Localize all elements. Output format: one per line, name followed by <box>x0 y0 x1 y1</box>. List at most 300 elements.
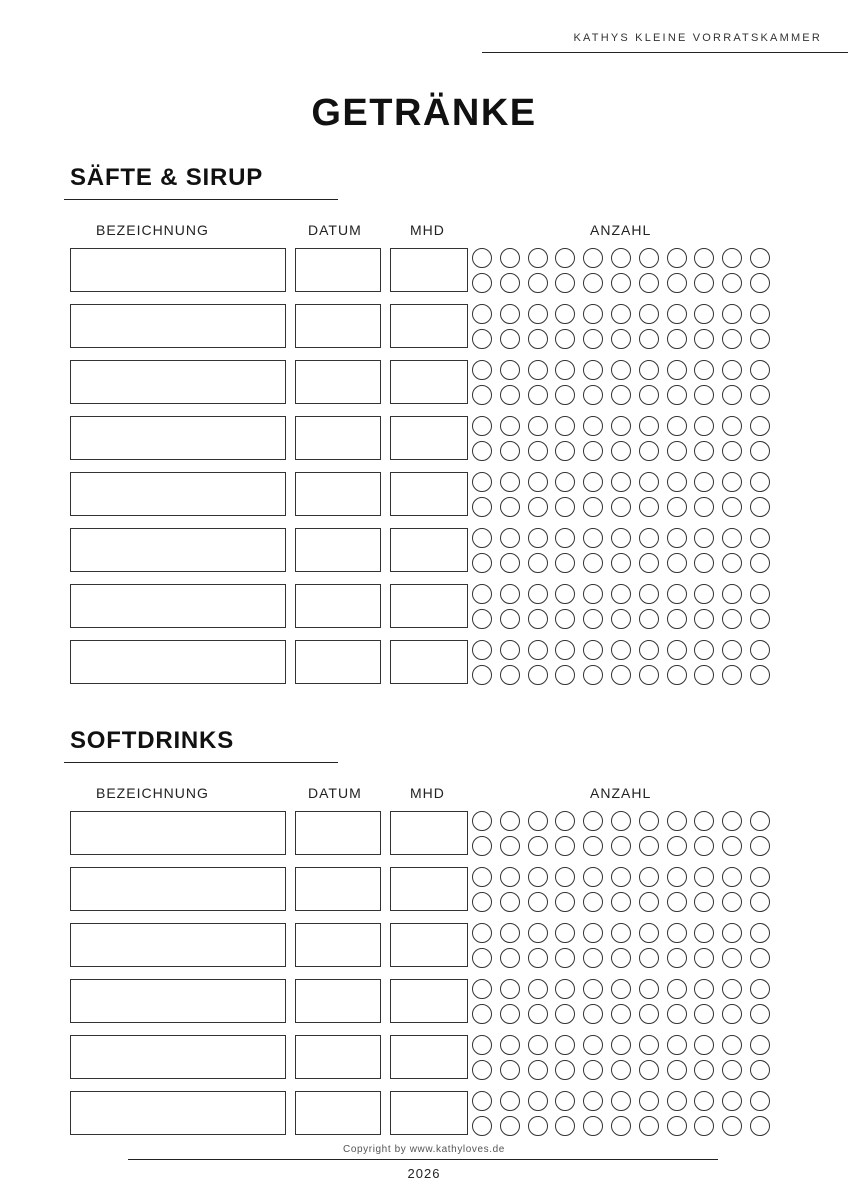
tally-circle[interactable] <box>583 640 603 660</box>
tally-circle[interactable] <box>750 584 770 604</box>
tally-circle[interactable] <box>555 892 575 912</box>
tally-circle[interactable] <box>528 979 548 999</box>
tally-circle[interactable] <box>639 528 659 548</box>
tally-circle[interactable] <box>667 609 687 629</box>
tally-circle[interactable] <box>639 1060 659 1080</box>
tally-circle[interactable] <box>750 528 770 548</box>
tally-circle[interactable] <box>722 329 742 349</box>
tally-circle[interactable] <box>611 1116 631 1136</box>
tally-circle[interactable] <box>694 948 714 968</box>
tally-circle[interactable] <box>528 923 548 943</box>
tally-circle[interactable] <box>611 867 631 887</box>
tally-circle[interactable] <box>472 1091 492 1111</box>
tally-circle[interactable] <box>555 1116 575 1136</box>
tally-circle[interactable] <box>500 811 520 831</box>
tally-circle[interactable] <box>722 892 742 912</box>
tally-circle[interactable] <box>472 892 492 912</box>
tally-circle[interactable] <box>472 1035 492 1055</box>
mhd-field[interactable] <box>390 867 468 911</box>
tally-circle[interactable] <box>472 553 492 573</box>
tally-circle[interactable] <box>611 528 631 548</box>
tally-circle[interactable] <box>694 1116 714 1136</box>
tally-circle[interactable] <box>500 640 520 660</box>
tally-circle[interactable] <box>722 304 742 324</box>
tally-circle[interactable] <box>583 528 603 548</box>
tally-circle[interactable] <box>639 248 659 268</box>
tally-circle[interactable] <box>500 948 520 968</box>
tally-circle[interactable] <box>583 584 603 604</box>
tally-circle[interactable] <box>500 441 520 461</box>
tally-circle[interactable] <box>750 1004 770 1024</box>
tally-circle[interactable] <box>528 553 548 573</box>
tally-circle[interactable] <box>694 329 714 349</box>
tally-circle[interactable] <box>500 273 520 293</box>
tally-circle[interactable] <box>667 811 687 831</box>
tally-circle[interactable] <box>472 273 492 293</box>
tally-circle[interactable] <box>500 360 520 380</box>
tally-circle[interactable] <box>722 1004 742 1024</box>
tally-circle[interactable] <box>750 892 770 912</box>
tally-circle[interactable] <box>583 979 603 999</box>
tally-circle[interactable] <box>528 640 548 660</box>
tally-circle[interactable] <box>583 1116 603 1136</box>
tally-circle[interactable] <box>528 1035 548 1055</box>
tally-circle[interactable] <box>555 923 575 943</box>
tally-circle[interactable] <box>667 948 687 968</box>
tally-circle[interactable] <box>500 472 520 492</box>
bezeichnung-field[interactable] <box>70 1091 286 1135</box>
tally-circle[interactable] <box>611 385 631 405</box>
tally-circle[interactable] <box>500 665 520 685</box>
tally-circle[interactable] <box>472 665 492 685</box>
tally-circle[interactable] <box>500 1060 520 1080</box>
tally-circle[interactable] <box>500 553 520 573</box>
tally-circle[interactable] <box>750 360 770 380</box>
tally-circle[interactable] <box>667 528 687 548</box>
mhd-field[interactable] <box>390 811 468 855</box>
tally-circle[interactable] <box>639 441 659 461</box>
tally-circle[interactable] <box>555 528 575 548</box>
tally-circle[interactable] <box>583 248 603 268</box>
tally-circle[interactable] <box>750 248 770 268</box>
tally-circle[interactable] <box>722 472 742 492</box>
tally-circle[interactable] <box>528 811 548 831</box>
tally-circle[interactable] <box>667 273 687 293</box>
tally-circle[interactable] <box>750 1060 770 1080</box>
tally-circle[interactable] <box>667 472 687 492</box>
tally-circle[interactable] <box>555 553 575 573</box>
tally-circle[interactable] <box>611 584 631 604</box>
tally-circle[interactable] <box>583 948 603 968</box>
tally-circle[interactable] <box>694 497 714 517</box>
bezeichnung-field[interactable] <box>70 248 286 292</box>
tally-circle[interactable] <box>583 1035 603 1055</box>
tally-circle[interactable] <box>500 528 520 548</box>
tally-circle[interactable] <box>694 1091 714 1111</box>
tally-circle[interactable] <box>667 1004 687 1024</box>
tally-circle[interactable] <box>750 385 770 405</box>
tally-circle[interactable] <box>639 1091 659 1111</box>
tally-circle[interactable] <box>583 665 603 685</box>
tally-circle[interactable] <box>694 609 714 629</box>
tally-circle[interactable] <box>667 1091 687 1111</box>
bezeichnung-field[interactable] <box>70 304 286 348</box>
tally-circle[interactable] <box>611 609 631 629</box>
bezeichnung-field[interactable] <box>70 360 286 404</box>
tally-circle[interactable] <box>639 385 659 405</box>
tally-circle[interactable] <box>667 553 687 573</box>
tally-circle[interactable] <box>639 867 659 887</box>
tally-circle[interactable] <box>583 923 603 943</box>
tally-circle[interactable] <box>555 360 575 380</box>
tally-circle[interactable] <box>639 416 659 436</box>
tally-circle[interactable] <box>639 553 659 573</box>
tally-circle[interactable] <box>555 584 575 604</box>
tally-circle[interactable] <box>639 892 659 912</box>
tally-circle[interactable] <box>528 892 548 912</box>
tally-circle[interactable] <box>555 1004 575 1024</box>
tally-circle[interactable] <box>722 248 742 268</box>
tally-circle[interactable] <box>528 248 548 268</box>
bezeichnung-field[interactable] <box>70 867 286 911</box>
tally-circle[interactable] <box>611 1004 631 1024</box>
tally-circle[interactable] <box>528 304 548 324</box>
tally-circle[interactable] <box>722 360 742 380</box>
tally-circle[interactable] <box>639 273 659 293</box>
tally-circle[interactable] <box>528 528 548 548</box>
tally-circle[interactable] <box>694 416 714 436</box>
tally-circle[interactable] <box>722 528 742 548</box>
tally-circle[interactable] <box>722 979 742 999</box>
tally-circle[interactable] <box>472 1116 492 1136</box>
tally-circle[interactable] <box>639 329 659 349</box>
tally-circle[interactable] <box>500 385 520 405</box>
tally-circle[interactable] <box>500 979 520 999</box>
tally-circle[interactable] <box>750 497 770 517</box>
tally-circle[interactable] <box>583 553 603 573</box>
tally-circle[interactable] <box>555 329 575 349</box>
tally-circle[interactable] <box>500 1004 520 1024</box>
tally-circle[interactable] <box>472 923 492 943</box>
tally-circle[interactable] <box>667 385 687 405</box>
tally-circle[interactable] <box>722 584 742 604</box>
tally-circle[interactable] <box>555 304 575 324</box>
tally-circle[interactable] <box>639 836 659 856</box>
tally-circle[interactable] <box>667 1035 687 1055</box>
tally-circle[interactable] <box>583 304 603 324</box>
bezeichnung-field[interactable] <box>70 584 286 628</box>
tally-circle[interactable] <box>528 948 548 968</box>
tally-circle[interactable] <box>667 836 687 856</box>
tally-circle[interactable] <box>750 640 770 660</box>
tally-circle[interactable] <box>528 1060 548 1080</box>
tally-circle[interactable] <box>583 329 603 349</box>
tally-circle[interactable] <box>555 472 575 492</box>
mhd-field[interactable] <box>390 248 468 292</box>
tally-circle[interactable] <box>667 304 687 324</box>
mhd-field[interactable] <box>390 1035 468 1079</box>
tally-circle[interactable] <box>694 836 714 856</box>
tally-circle[interactable] <box>694 273 714 293</box>
tally-circle[interactable] <box>639 360 659 380</box>
mhd-field[interactable] <box>390 640 468 684</box>
tally-circle[interactable] <box>528 1091 548 1111</box>
tally-circle[interactable] <box>555 948 575 968</box>
tally-circle[interactable] <box>722 273 742 293</box>
tally-circle[interactable] <box>583 416 603 436</box>
tally-circle[interactable] <box>528 497 548 517</box>
tally-circle[interactable] <box>694 1060 714 1080</box>
tally-circle[interactable] <box>528 584 548 604</box>
tally-circle[interactable] <box>750 665 770 685</box>
tally-circle[interactable] <box>694 304 714 324</box>
tally-circle[interactable] <box>611 472 631 492</box>
bezeichnung-field[interactable] <box>70 1035 286 1079</box>
tally-circle[interactable] <box>694 584 714 604</box>
mhd-field[interactable] <box>390 584 468 628</box>
tally-circle[interactable] <box>611 248 631 268</box>
tally-circle[interactable] <box>722 867 742 887</box>
tally-circle[interactable] <box>528 609 548 629</box>
tally-circle[interactable] <box>472 1004 492 1024</box>
tally-circle[interactable] <box>694 923 714 943</box>
tally-circle[interactable] <box>611 304 631 324</box>
tally-circle[interactable] <box>667 665 687 685</box>
tally-circle[interactable] <box>472 416 492 436</box>
tally-circle[interactable] <box>555 665 575 685</box>
datum-field[interactable] <box>295 923 381 967</box>
datum-field[interactable] <box>295 811 381 855</box>
mhd-field[interactable] <box>390 416 468 460</box>
datum-field[interactable] <box>295 360 381 404</box>
tally-circle[interactable] <box>555 867 575 887</box>
tally-circle[interactable] <box>750 979 770 999</box>
datum-field[interactable] <box>295 1035 381 1079</box>
datum-field[interactable] <box>295 528 381 572</box>
tally-circle[interactable] <box>500 416 520 436</box>
tally-circle[interactable] <box>528 472 548 492</box>
tally-circle[interactable] <box>750 836 770 856</box>
tally-circle[interactable] <box>722 640 742 660</box>
tally-circle[interactable] <box>583 360 603 380</box>
tally-circle[interactable] <box>528 836 548 856</box>
tally-circle[interactable] <box>555 416 575 436</box>
tally-circle[interactable] <box>722 665 742 685</box>
tally-circle[interactable] <box>611 553 631 573</box>
tally-circle[interactable] <box>472 836 492 856</box>
mhd-field[interactable] <box>390 979 468 1023</box>
tally-circle[interactable] <box>500 836 520 856</box>
tally-circle[interactable] <box>694 640 714 660</box>
bezeichnung-field[interactable] <box>70 811 286 855</box>
tally-circle[interactable] <box>472 528 492 548</box>
tally-circle[interactable] <box>611 665 631 685</box>
tally-circle[interactable] <box>500 892 520 912</box>
tally-circle[interactable] <box>611 273 631 293</box>
tally-circle[interactable] <box>750 441 770 461</box>
tally-circle[interactable] <box>500 304 520 324</box>
tally-circle[interactable] <box>611 836 631 856</box>
bezeichnung-field[interactable] <box>70 528 286 572</box>
tally-circle[interactable] <box>750 811 770 831</box>
tally-circle[interactable] <box>555 811 575 831</box>
tally-circle[interactable] <box>611 1060 631 1080</box>
tally-circle[interactable] <box>694 553 714 573</box>
tally-circle[interactable] <box>583 892 603 912</box>
tally-circle[interactable] <box>750 923 770 943</box>
tally-circle[interactable] <box>555 248 575 268</box>
tally-circle[interactable] <box>528 385 548 405</box>
tally-circle[interactable] <box>583 441 603 461</box>
tally-circle[interactable] <box>639 979 659 999</box>
tally-circle[interactable] <box>555 836 575 856</box>
tally-circle[interactable] <box>472 304 492 324</box>
tally-circle[interactable] <box>472 360 492 380</box>
tally-circle[interactable] <box>694 360 714 380</box>
tally-circle[interactable] <box>639 472 659 492</box>
tally-circle[interactable] <box>750 553 770 573</box>
tally-circle[interactable] <box>472 329 492 349</box>
tally-circle[interactable] <box>528 665 548 685</box>
tally-circle[interactable] <box>472 609 492 629</box>
mhd-field[interactable] <box>390 923 468 967</box>
tally-circle[interactable] <box>750 609 770 629</box>
tally-circle[interactable] <box>611 923 631 943</box>
tally-circle[interactable] <box>583 609 603 629</box>
tally-circle[interactable] <box>583 472 603 492</box>
datum-field[interactable] <box>295 472 381 516</box>
tally-circle[interactable] <box>694 385 714 405</box>
tally-circle[interactable] <box>583 867 603 887</box>
tally-circle[interactable] <box>722 416 742 436</box>
tally-circle[interactable] <box>750 273 770 293</box>
tally-circle[interactable] <box>694 1004 714 1024</box>
tally-circle[interactable] <box>528 867 548 887</box>
tally-circle[interactable] <box>639 811 659 831</box>
tally-circle[interactable] <box>750 416 770 436</box>
tally-circle[interactable] <box>472 584 492 604</box>
tally-circle[interactable] <box>639 1004 659 1024</box>
tally-circle[interactable] <box>472 385 492 405</box>
tally-circle[interactable] <box>611 329 631 349</box>
tally-circle[interactable] <box>611 441 631 461</box>
tally-circle[interactable] <box>694 1035 714 1055</box>
tally-circle[interactable] <box>583 836 603 856</box>
tally-circle[interactable] <box>472 497 492 517</box>
tally-circle[interactable] <box>667 892 687 912</box>
tally-circle[interactable] <box>555 1091 575 1111</box>
tally-circle[interactable] <box>528 441 548 461</box>
tally-circle[interactable] <box>555 441 575 461</box>
tally-circle[interactable] <box>667 1060 687 1080</box>
tally-circle[interactable] <box>667 416 687 436</box>
tally-circle[interactable] <box>639 948 659 968</box>
tally-circle[interactable] <box>639 640 659 660</box>
tally-circle[interactable] <box>500 923 520 943</box>
tally-circle[interactable] <box>555 979 575 999</box>
tally-circle[interactable] <box>472 948 492 968</box>
tally-circle[interactable] <box>667 640 687 660</box>
bezeichnung-field[interactable] <box>70 923 286 967</box>
mhd-field[interactable] <box>390 360 468 404</box>
tally-circle[interactable] <box>750 1091 770 1111</box>
tally-circle[interactable] <box>500 867 520 887</box>
tally-circle[interactable] <box>472 1060 492 1080</box>
tally-circle[interactable] <box>667 584 687 604</box>
tally-circle[interactable] <box>722 1116 742 1136</box>
tally-circle[interactable] <box>583 273 603 293</box>
tally-circle[interactable] <box>694 248 714 268</box>
tally-circle[interactable] <box>722 441 742 461</box>
tally-circle[interactable] <box>500 497 520 517</box>
tally-circle[interactable] <box>639 584 659 604</box>
datum-field[interactable] <box>295 867 381 911</box>
tally-circle[interactable] <box>722 948 742 968</box>
tally-circle[interactable] <box>472 979 492 999</box>
datum-field[interactable] <box>295 584 381 628</box>
bezeichnung-field[interactable] <box>70 472 286 516</box>
bezeichnung-field[interactable] <box>70 979 286 1023</box>
tally-circle[interactable] <box>694 811 714 831</box>
tally-circle[interactable] <box>639 1116 659 1136</box>
tally-circle[interactable] <box>639 304 659 324</box>
tally-circle[interactable] <box>500 1116 520 1136</box>
tally-circle[interactable] <box>500 329 520 349</box>
tally-circle[interactable] <box>472 640 492 660</box>
mhd-field[interactable] <box>390 1091 468 1135</box>
tally-circle[interactable] <box>500 584 520 604</box>
tally-circle[interactable] <box>500 609 520 629</box>
tally-circle[interactable] <box>472 472 492 492</box>
tally-circle[interactable] <box>667 497 687 517</box>
tally-circle[interactable] <box>750 948 770 968</box>
tally-circle[interactable] <box>472 248 492 268</box>
tally-circle[interactable] <box>555 497 575 517</box>
tally-circle[interactable] <box>750 329 770 349</box>
tally-circle[interactable] <box>500 248 520 268</box>
tally-circle[interactable] <box>583 1060 603 1080</box>
tally-circle[interactable] <box>528 329 548 349</box>
tally-circle[interactable] <box>611 416 631 436</box>
tally-circle[interactable] <box>555 1060 575 1080</box>
tally-circle[interactable] <box>611 811 631 831</box>
tally-circle[interactable] <box>722 1035 742 1055</box>
mhd-field[interactable] <box>390 304 468 348</box>
tally-circle[interactable] <box>722 1060 742 1080</box>
tally-circle[interactable] <box>500 1091 520 1111</box>
tally-circle[interactable] <box>750 304 770 324</box>
tally-circle[interactable] <box>639 1035 659 1055</box>
tally-circle[interactable] <box>639 609 659 629</box>
tally-circle[interactable] <box>694 979 714 999</box>
tally-circle[interactable] <box>722 923 742 943</box>
tally-circle[interactable] <box>722 811 742 831</box>
tally-circle[interactable] <box>472 867 492 887</box>
tally-circle[interactable] <box>472 441 492 461</box>
tally-circle[interactable] <box>667 923 687 943</box>
tally-circle[interactable] <box>611 1091 631 1111</box>
bezeichnung-field[interactable] <box>70 640 286 684</box>
tally-circle[interactable] <box>611 640 631 660</box>
tally-circle[interactable] <box>583 811 603 831</box>
tally-circle[interactable] <box>583 1004 603 1024</box>
tally-circle[interactable] <box>528 360 548 380</box>
tally-circle[interactable] <box>472 811 492 831</box>
tally-circle[interactable] <box>555 609 575 629</box>
datum-field[interactable] <box>295 416 381 460</box>
tally-circle[interactable] <box>555 640 575 660</box>
tally-circle[interactable] <box>528 1116 548 1136</box>
